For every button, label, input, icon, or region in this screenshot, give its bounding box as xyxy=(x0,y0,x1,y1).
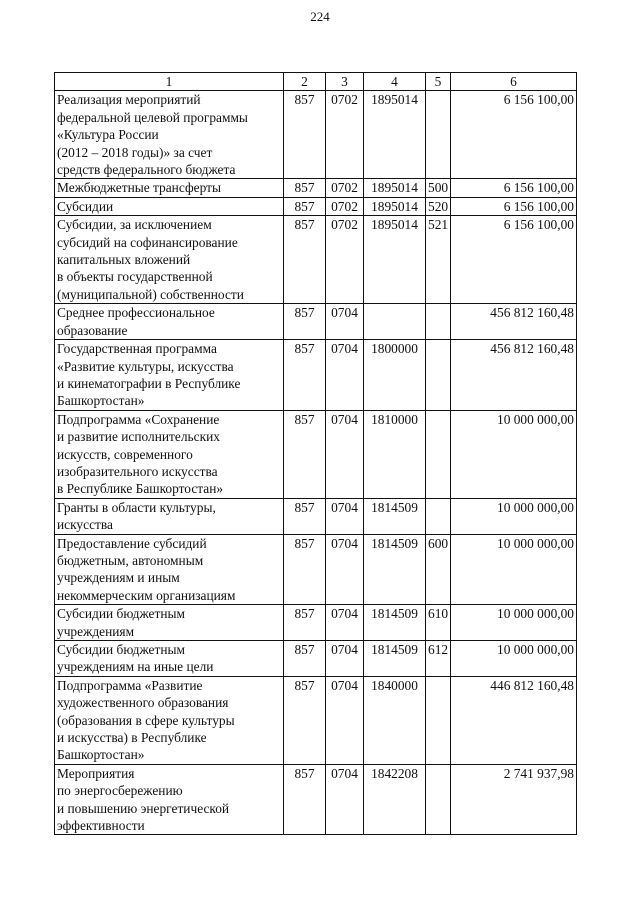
table-row xyxy=(55,498,577,534)
row-amount: 6 156 100,00 xyxy=(451,179,577,197)
row-name: Предоставление субсидий бюджетным, автономным учреждениям и иным некоммерческим организациям xyxy=(55,534,284,605)
row-target-code: 1895014 xyxy=(364,197,426,215)
row-ministry-code: 857 xyxy=(284,534,326,605)
header-col-4: 4 xyxy=(364,73,426,91)
row-name: Межбюджетные трансферты xyxy=(55,179,284,197)
row-section-code: 0702 xyxy=(326,216,364,304)
table-row xyxy=(55,641,577,677)
row-amount: 456 812 160,48 xyxy=(451,340,577,411)
row-section-code: 0704 xyxy=(326,641,364,677)
row-ministry-code: 857 xyxy=(284,498,326,534)
row-name: Субсидии xyxy=(55,197,284,215)
row-amount: 10 000 000,00 xyxy=(451,534,577,605)
page-number: 224 xyxy=(310,9,330,24)
row-target-code: 1895014 xyxy=(364,179,426,197)
row-section-code: 0702 xyxy=(326,91,364,179)
row-expense-type: 520 xyxy=(426,197,451,215)
row-section-code: 0704 xyxy=(326,340,364,411)
row-section-code: 0704 xyxy=(326,534,364,605)
row-name: Подпрограмма «Развитие художественного образования (образования в сфере культуры и искусства) в Республике Башкортостан» xyxy=(55,676,284,764)
header-col-5: 5 xyxy=(426,73,451,91)
table-row xyxy=(55,179,577,197)
table-row xyxy=(55,340,577,411)
row-amount: 10 000 000,00 xyxy=(451,641,577,677)
row-target-code: 1842208 xyxy=(364,764,426,835)
row-section-code: 0704 xyxy=(326,304,364,340)
budget-table xyxy=(54,72,577,835)
row-target-code xyxy=(364,304,426,340)
row-name: Гранты в области культуры, искусства xyxy=(55,498,284,534)
header-col-3: 3 xyxy=(326,73,364,91)
row-amount: 10 000 000,00 xyxy=(451,605,577,641)
row-name: Среднее профессиональное образование xyxy=(55,304,284,340)
row-name: Мероприятия по энергосбережению и повышению энергетической эффективности xyxy=(55,764,284,835)
row-ministry-code: 857 xyxy=(284,91,326,179)
row-expense-type xyxy=(426,676,451,764)
row-ministry-code: 857 xyxy=(284,410,326,498)
row-expense-type xyxy=(426,340,451,411)
row-expense-type xyxy=(426,764,451,835)
row-expense-type xyxy=(426,91,451,179)
header-col-1: 1 xyxy=(55,73,284,91)
row-expense-type: 500 xyxy=(426,179,451,197)
table-row xyxy=(55,676,577,764)
row-section-code: 0704 xyxy=(326,676,364,764)
row-target-code: 1814509 xyxy=(364,498,426,534)
table-row xyxy=(55,410,577,498)
row-section-code: 0704 xyxy=(326,498,364,534)
row-expense-type: 521 xyxy=(426,216,451,304)
row-amount: 6 156 100,00 xyxy=(451,197,577,215)
row-target-code: 1895014 xyxy=(364,216,426,304)
row-expense-type: 610 xyxy=(426,605,451,641)
row-name: Реализация мероприятий федеральной целевой программы «Культура России (2012 – 2018 годы)» за счет средств федерального бюджета xyxy=(55,91,284,179)
row-section-code: 0704 xyxy=(326,410,364,498)
row-expense-type xyxy=(426,410,451,498)
row-target-code: 1840000 xyxy=(364,676,426,764)
row-ministry-code: 857 xyxy=(284,605,326,641)
table-row xyxy=(55,197,577,215)
header-col-2: 2 xyxy=(284,73,326,91)
table-row xyxy=(55,764,577,835)
table-row xyxy=(55,304,577,340)
row-amount: 6 156 100,00 xyxy=(451,216,577,304)
row-amount: 456 812 160,48 xyxy=(451,304,577,340)
row-amount: 446 812 160,48 xyxy=(451,676,577,764)
row-name: Подпрограмма «Сохранение и развитие исполнительских искусств, современного изобразительного искусства в Республике Башкортостан» xyxy=(55,410,284,498)
row-ministry-code: 857 xyxy=(284,216,326,304)
row-expense-type xyxy=(426,304,451,340)
header-col-6: 6 xyxy=(451,73,577,91)
row-expense-type: 600 xyxy=(426,534,451,605)
row-amount: 10 000 000,00 xyxy=(451,498,577,534)
row-amount: 10 000 000,00 xyxy=(451,410,577,498)
row-expense-type xyxy=(426,498,451,534)
row-name: Субсидии, за исключением субсидий на софинансирование капитальных вложений в объекты государственной (муниципальной) собственности xyxy=(55,216,284,304)
row-ministry-code: 857 xyxy=(284,676,326,764)
table-row xyxy=(55,534,577,605)
table-row xyxy=(55,605,577,641)
row-ministry-code: 857 xyxy=(284,179,326,197)
row-expense-type: 612 xyxy=(426,641,451,677)
row-target-code: 1800000 xyxy=(364,340,426,411)
row-target-code: 1814509 xyxy=(364,605,426,641)
row-target-code: 1814509 xyxy=(364,534,426,605)
row-section-code: 0704 xyxy=(326,764,364,835)
row-ministry-code: 857 xyxy=(284,764,326,835)
row-section-code: 0702 xyxy=(326,179,364,197)
row-name: Субсидии бюджетным учреждениям xyxy=(55,605,284,641)
row-name: Субсидии бюджетным учреждениям на иные цели xyxy=(55,641,284,677)
row-name: Государственная программа «Развитие культуры, искусства и кинематографии в Республике Башкортостан» xyxy=(55,340,284,411)
row-target-code: 1814509 xyxy=(364,641,426,677)
row-ministry-code: 857 xyxy=(284,641,326,677)
table-row xyxy=(55,216,577,304)
row-target-code: 1895014 xyxy=(364,91,426,179)
row-ministry-code: 857 xyxy=(284,304,326,340)
header-row xyxy=(55,73,577,91)
row-section-code: 0702 xyxy=(326,197,364,215)
row-ministry-code: 857 xyxy=(284,340,326,411)
row-section-code: 0704 xyxy=(326,605,364,641)
row-ministry-code: 857 xyxy=(284,197,326,215)
row-amount: 2 741 937,98 xyxy=(451,764,577,835)
table-row xyxy=(55,91,577,179)
row-amount: 6 156 100,00 xyxy=(451,91,577,179)
row-target-code: 1810000 xyxy=(364,410,426,498)
